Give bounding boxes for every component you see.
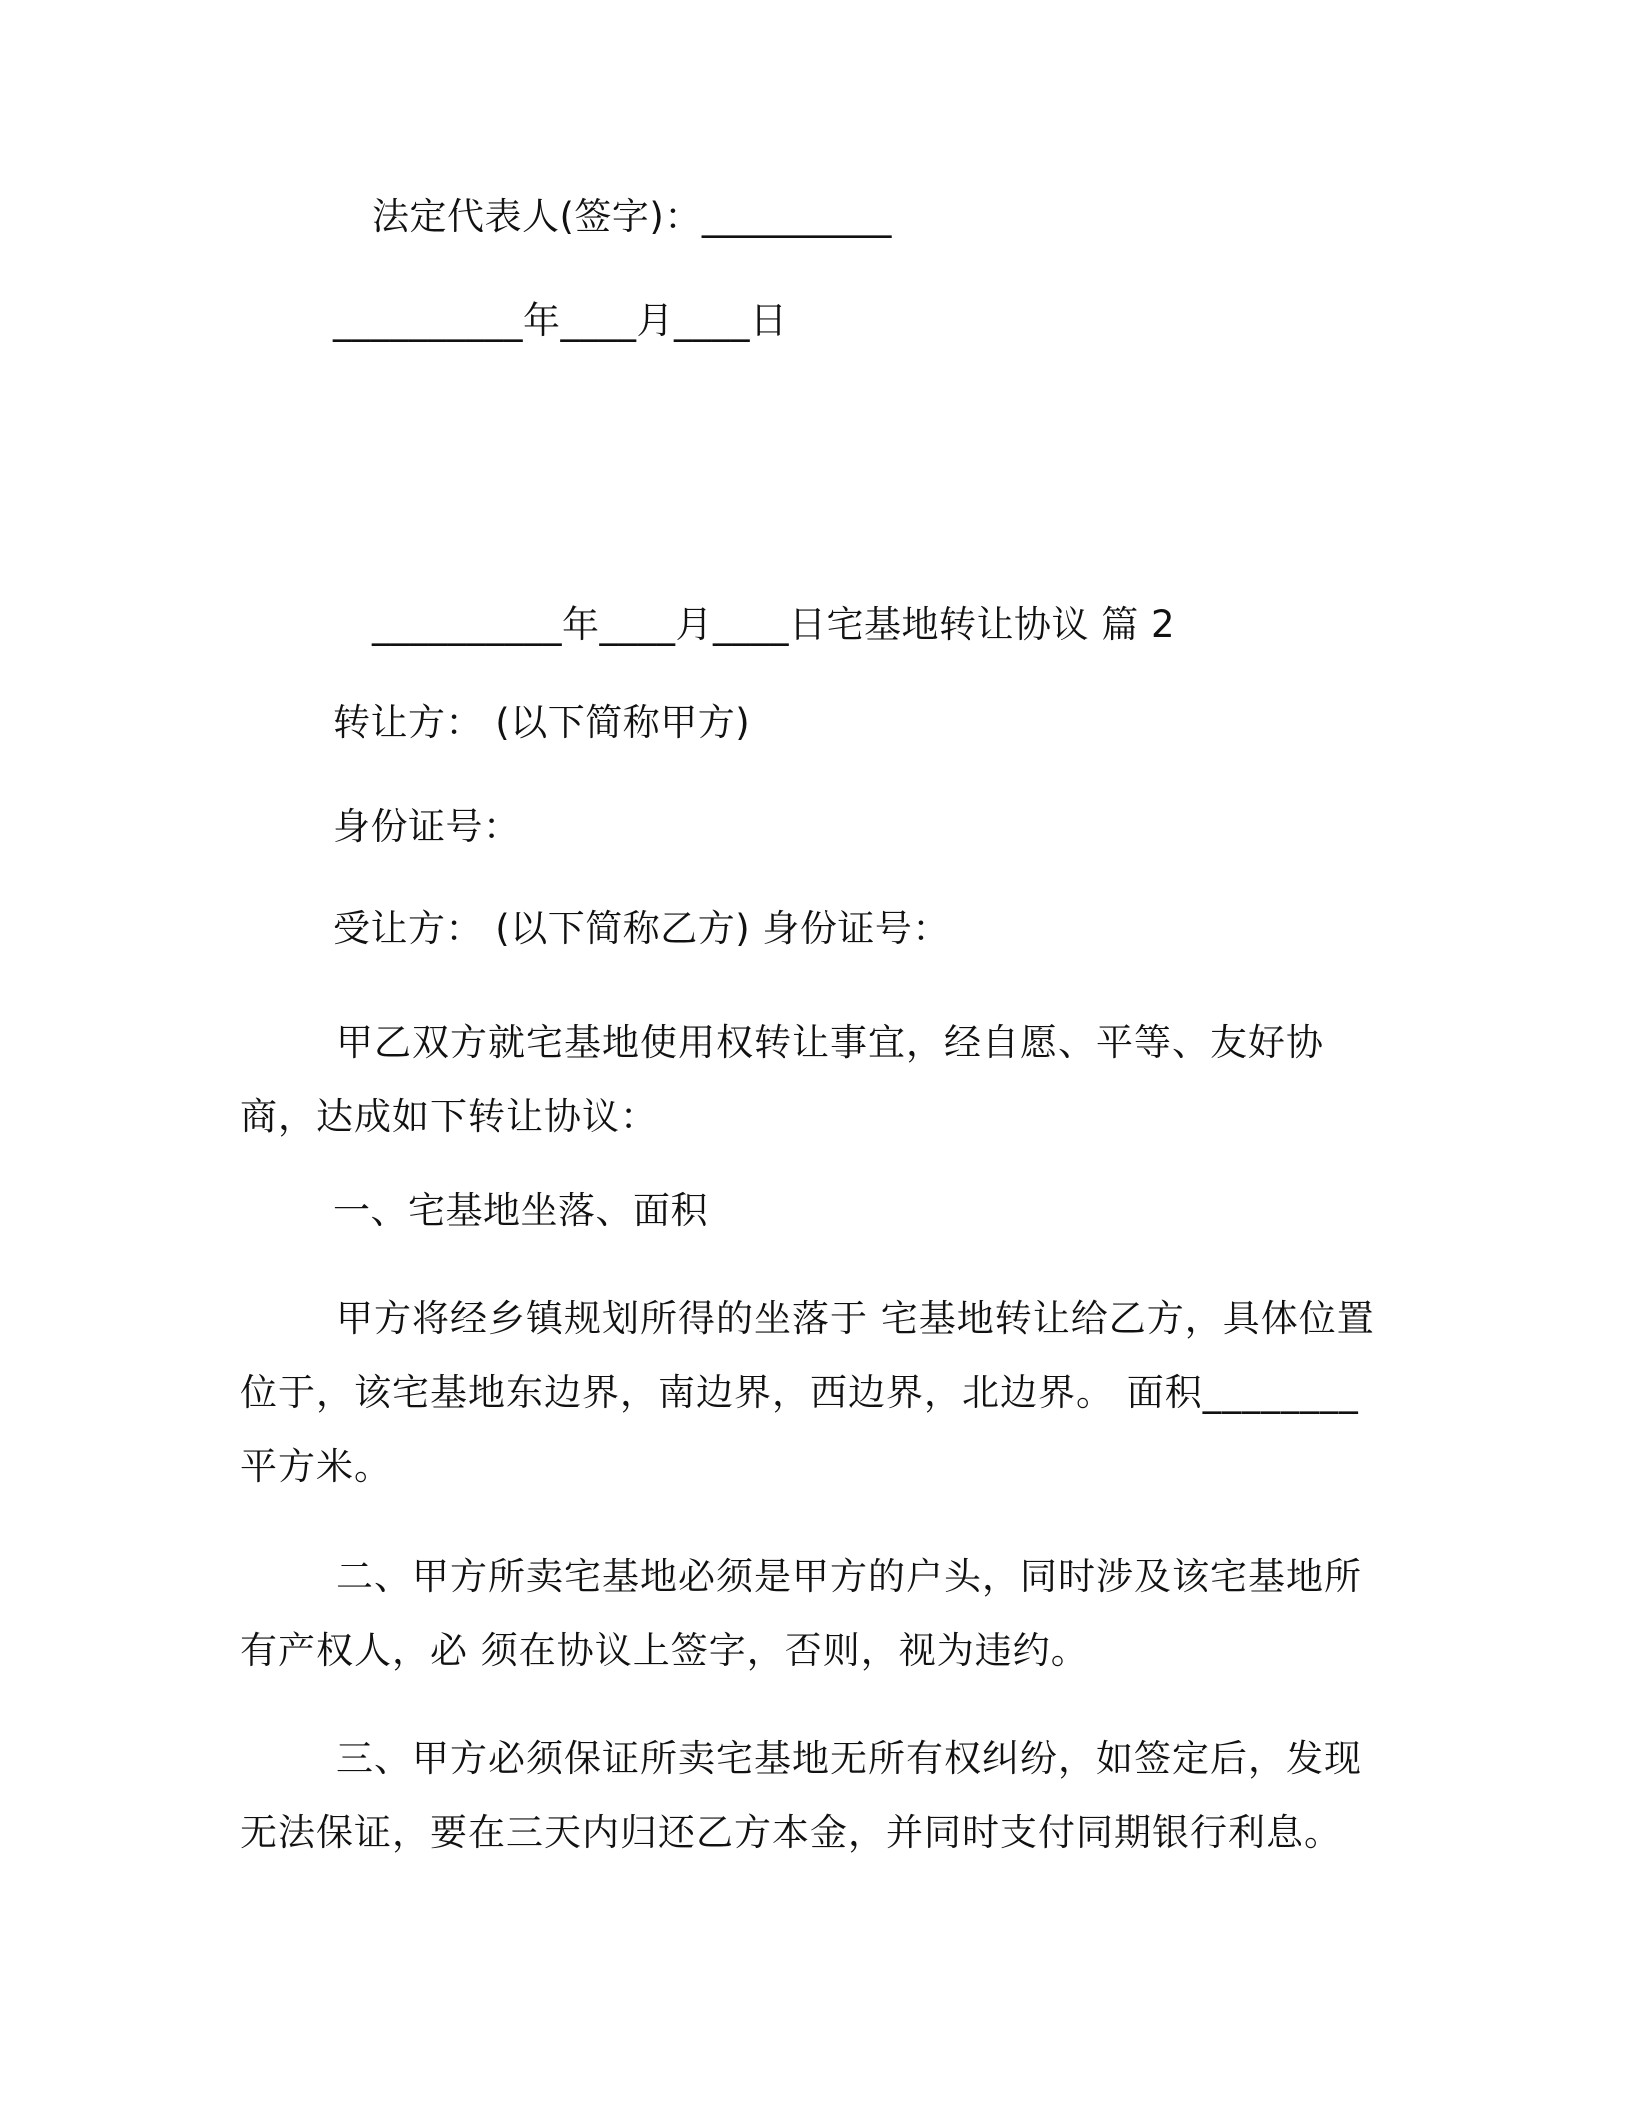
legal-representative-signature-line: 法定代表人(签字)：__________ — [372, 195, 892, 238]
section-3-paragraph: 三、甲方必须保证所卖宅基地无所有权纠纷，如签定后，发现无法保证，要在三天内归还乙方本金，并同时支付同期银行利息。 — [240, 1737, 1362, 1854]
intro-paragraph: 甲乙双方就宅基地使用权转让事宜，经自愿、平等、友好协商，达成如下转让协议： — [240, 1021, 1324, 1138]
agreement-title: __________年____月____日宅基地转让协议 篇 2 — [372, 603, 1176, 646]
id-number-line: 身份证号： — [333, 805, 521, 848]
section-1-body: 甲方将经乡镇规划所得的坐落于 宅基地转让给乙方，具体位置位于，该宅基地东边界，南边界，西边界，北边界。 面积________平方米。 — [240, 1297, 1375, 1488]
section-2-paragraph: 二、甲方所卖宅基地必须是甲方的户头，同时涉及该宅基地所有产权人，必 须在协议上签字，否则，视为违约。 — [240, 1555, 1362, 1672]
transferee-line: 受让方： (以下简称乙方) 身份证号： — [333, 907, 950, 950]
transferor-line: 转让方： (以下简称甲方) — [333, 701, 751, 744]
signature-date-line: __________年____月____日 — [333, 299, 788, 342]
section-1-heading: 一、宅基地坐落、面积 — [333, 1189, 708, 1232]
